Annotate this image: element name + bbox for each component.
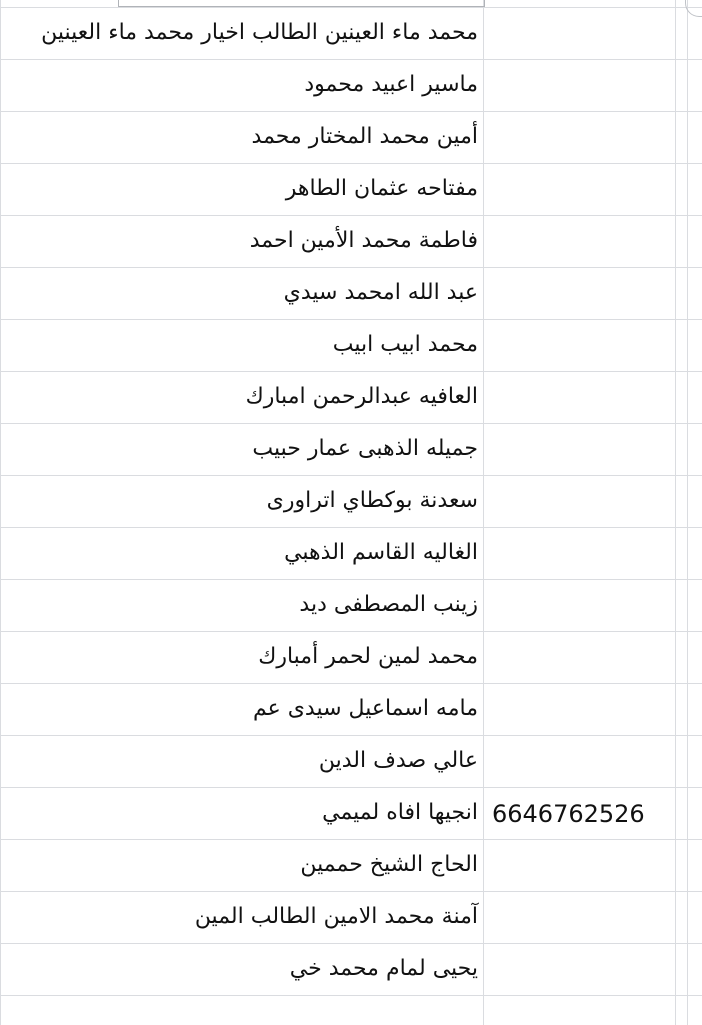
table-row[interactable] [0,216,702,268]
table-row[interactable] [0,944,702,996]
name-cell[interactable]: محمد لمين لحمر أمبارك [258,644,478,669]
table-row[interactable] [0,736,702,788]
table-row[interactable] [0,372,702,424]
name-cell[interactable]: ماسير اعبيد محمود [304,72,478,97]
name-cell[interactable]: مفتاحه عثمان الطاهر [285,176,478,201]
name-cell[interactable]: عبد الله امحمد سيدي [283,280,478,305]
name-cell[interactable]: جميله الذهبى عمار حبيب [252,436,478,461]
table-row[interactable] [0,580,702,632]
table-row[interactable] [0,8,702,60]
name-cell[interactable]: سعدنة بوكطاي اتراورى [266,488,478,513]
name-cell[interactable]: الغاليه القاسم الذهبي [284,540,478,565]
table-row[interactable] [0,164,702,216]
name-cell[interactable]: فاطمة محمد الأمين احمد [249,228,478,253]
name-cell[interactable]: عالي صدف الدين [318,748,478,773]
table-row[interactable] [0,528,702,580]
table-row[interactable] [0,788,702,840]
table-row[interactable] [0,840,702,892]
table-row[interactable] [0,684,702,736]
table-row[interactable] [0,424,702,476]
name-cell[interactable]: الحاج الشيخ حممين [300,852,478,877]
name-cell[interactable]: أمين محمد المختار محمد [251,124,478,149]
phone-cell[interactable]: 6646762526 [492,800,645,828]
name-cell[interactable]: العافيه عبدالرحمن امبارك [245,384,478,409]
name-cell[interactable]: زينب المصطفى ديد [299,592,478,617]
table-row[interactable] [0,632,702,684]
cell-selection-outline [118,0,485,7]
name-cell[interactable]: محمد ماء العينين الطالب اخيار محمد ماء العينين [41,20,478,45]
table-row[interactable] [0,112,702,164]
table-row[interactable] [0,476,702,528]
name-cell[interactable]: انجيها افاه لميمي [322,800,478,825]
table-row[interactable] [0,268,702,320]
name-cell[interactable]: آمنة محمد الامين الطالب المين [194,904,478,929]
name-cell[interactable]: محمد ابيب ابيب [332,332,478,357]
table-row[interactable] [0,892,702,944]
table-row[interactable] [0,60,702,112]
table-row[interactable] [0,320,702,372]
name-cell[interactable]: يحيى لمام محمد خي [289,956,478,981]
name-cell[interactable]: مامه اسماعيل سيدى عم [252,696,478,721]
